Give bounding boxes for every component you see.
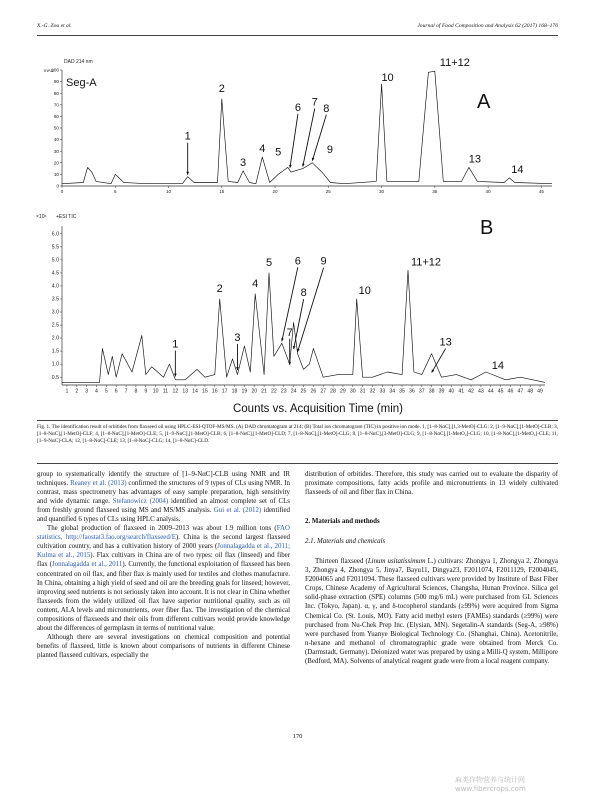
peak-arrowhead bbox=[174, 374, 177, 377]
panel-label: B bbox=[480, 217, 494, 239]
peak-arrow bbox=[290, 114, 298, 168]
peak-arrowhead bbox=[293, 346, 296, 349]
x-tick-label: 42 bbox=[468, 388, 474, 395]
peak-label: 4 bbox=[252, 277, 259, 290]
peak-label: 11+12 bbox=[410, 256, 442, 269]
x-tick-label: 21 bbox=[261, 388, 267, 395]
y-tick-label: 50 bbox=[53, 125, 59, 131]
peak-label: 9 bbox=[326, 144, 333, 157]
x-tick-label: 29 bbox=[340, 388, 346, 395]
x-tick-label: 32 bbox=[369, 388, 376, 395]
x-tick-label: 36 bbox=[409, 388, 415, 395]
y-tick-label: 70 bbox=[53, 102, 59, 108]
x-tick-label: 1 bbox=[65, 388, 69, 395]
page-number: 170 bbox=[292, 733, 303, 740]
y-multiplier: ×10⁶ bbox=[36, 214, 47, 220]
x-tick-label: 48 bbox=[527, 388, 534, 395]
x-tick-label: 39 bbox=[438, 388, 445, 395]
y-tick-label: 30 bbox=[53, 148, 59, 154]
peak-label: 13 bbox=[439, 336, 452, 349]
paragraph: Although there are several investigations on chemical composition and potential benefits of flaxseed, little is known about comparisons of nutrients in different Chinese planted flaxseed cultivars, especially the bbox=[37, 633, 290, 659]
x-tick-label: 30 bbox=[349, 388, 356, 395]
peak-arrowhead bbox=[186, 172, 189, 175]
peak-label: 5 bbox=[275, 146, 282, 159]
figure-caption: Fig. 1. The identification result of orbitides from flaxseed oil using HPLC-ESI-QTOF-MS/MS. (A) DAD chromatogram at 214; (B) Total ion chromatogram (TIC) in positive ion mode. 1, [1–8-NαC],[1,3-MetO]-CLG; 2, [1–9-NαC],[1-MetO]-CLB; 3, [1–8-NαC],[1-MetO]-CLF; 4, [1–8-NαC],[1-MetO]-CLE; 5, [1–9-NαC],[1-MetO]-CLB; 6, [1–8-NαC],[1-MetO]-CLD; 7, [1–8-NαC],[1-MetO]-CLG; 8, [1–8-NαC],[3-MetO]-CLG; 9, [1–8-NαC],[1-MetO₂]-CLG; 10, [1–8-NαC],[1-MetO₂]-CLE; 11, [1–9-NαC]-CLA; 12, [1–8-NαC]-CLE; 13, [1–8-NαC]-CLG; 14, [1–8-NαC]-CLD. bbox=[37, 424, 558, 445]
y-tick-label: 5.0 bbox=[51, 257, 59, 264]
detector-label: +ESI TIC bbox=[56, 214, 77, 220]
y-tick-label: 3.0 bbox=[51, 309, 59, 316]
citation-link[interactable]: Jonnalagadda et al., 2011; Kulma et al., 2015 bbox=[37, 543, 290, 560]
peak-label: 7 bbox=[311, 96, 318, 109]
peak-label: 11+12 bbox=[439, 57, 470, 70]
peak-label: 2 bbox=[218, 83, 225, 95]
right-column bbox=[305, 470, 558, 666]
y-tick-label: 2.5 bbox=[51, 322, 59, 329]
x-tick-label: 5 bbox=[113, 188, 117, 194]
x-tick-label: 44 bbox=[487, 388, 494, 395]
x-tick-label: 23 bbox=[280, 388, 287, 395]
peak-arrow bbox=[432, 349, 446, 373]
x-tick-label: 6 bbox=[114, 388, 118, 395]
y-tick-label: 60 bbox=[53, 114, 59, 119]
x-tick-label: 4 bbox=[95, 388, 98, 395]
citation-link[interactable]: Gui et al. (2012) bbox=[213, 507, 262, 515]
x-tick-label: 30 bbox=[379, 188, 385, 194]
x-tick-label: 22 bbox=[271, 388, 277, 395]
x-axis-title: Counts vs. Acquisition Time (min) bbox=[232, 403, 404, 415]
paragraph: The global production of flaxseed in 2009–2013 was about 1.9 million tons (FAO statistics, http://faostat3.fao.org/search/flaxseed/E). China is the second largest flaxseed cultivation country, and has a cultivation history of 2000 years (Jonnalagadda et al., 2011; Kulma et al., 2015). Flax cultivars in China are of two types: oil flax (linseed) and fiber flax (Jonnalagadda et al., 2011). Currently, the functional exploitation of flaxseed has been concentrated on oil flax, and fiber flax is mainly used for textiles and clothes manufacture. In China, obtaining a high yield of seed and oil are the breeding goals for linseed; however, improving seed nutrients is not seriously taken into account. It is not clear in China whether flaxseeds from the widely utilized oil flax have superior nutritional quality, such as oil content, ALA levels and micronutrients, over fiber flax. The investigation of the chemical compositions of flaxseeds and their oils from different cultivars would provide knowledge about the differences of germplasm in terms of nutritional value. bbox=[37, 525, 290, 632]
y-tick-label: 20 bbox=[53, 160, 59, 166]
x-tick-label: 3 bbox=[85, 388, 89, 395]
header-rule bbox=[37, 35, 558, 36]
x-tick-label: 35 bbox=[399, 388, 405, 395]
x-tick-label: 43 bbox=[478, 388, 484, 395]
chromatogram-trace bbox=[62, 71, 552, 184]
x-tick-label: 47 bbox=[517, 388, 524, 395]
peak-label: 3 bbox=[240, 156, 247, 169]
x-tick-label: 15 bbox=[219, 188, 225, 194]
x-tick-label: 40 bbox=[485, 188, 491, 194]
peak-label: 8 bbox=[323, 102, 330, 115]
y-tick-label: 3.5 bbox=[51, 296, 59, 303]
y-tick-label: 0 bbox=[56, 183, 59, 189]
x-tick-label: 24 bbox=[290, 388, 297, 395]
caption-rule bbox=[37, 463, 558, 464]
x-tick-label: 17 bbox=[221, 388, 228, 395]
y-tick-label: 5.5 bbox=[51, 244, 59, 251]
x-tick-label: 15 bbox=[202, 388, 208, 395]
x-tick-label: 0 bbox=[60, 188, 64, 194]
x-tick-label: 28 bbox=[330, 388, 336, 395]
y-tick-label: 6.0 bbox=[51, 231, 59, 238]
x-tick-label: 19 bbox=[241, 388, 248, 395]
x-tick-label: 20 bbox=[272, 188, 278, 194]
paragraph: group to systematically identify the structure of [1–9-NαC]-CLB using NMR and IR techniques. Reaney et al. (2013) confirmed the structures of 9 types of CLs using NMR. In contrast, mass spectrometry has advantages of easy sample preparation, high sensitivity and wide dynamic range. Stefanowicz (2004) identified an almost complete set of CLs from freshly ground flaxseed using MS and MS/MS analysis. Gui et al. (2012) identified and quantified 6 types of CLs using HPLC analysis. bbox=[37, 471, 290, 524]
citation-link[interactable]: Reaney et al. (2013) bbox=[70, 480, 127, 488]
x-tick-label: 34 bbox=[389, 388, 396, 395]
citation-link[interactable]: Jonnalagadda et al., 2011 bbox=[51, 561, 123, 569]
x-tick-label: 10 bbox=[165, 188, 172, 194]
x-tick-label: 27 bbox=[320, 388, 327, 395]
y-tick-label: 4.0 bbox=[51, 283, 59, 290]
x-tick-label: 31 bbox=[359, 388, 366, 395]
y-tick-label: 2.0 bbox=[51, 335, 59, 342]
detector-label: DAD 214 nm bbox=[64, 59, 93, 65]
paragraph: Thirteen flaxseed (Linum usitatissimum L.) cultivars: Zhongya 1, Zhongya 2, Zhongya 3, Zhongya 4, Zhongya 5, Jinya7, Bayu11, Dingya23, F2011074, F2011129, F2004045, F2004065 and F2011094. These flaxseed cultivars were provided by Institute of Bast Fiber Crops, Chinese Academy of Agricultural Sciences, Changsha, Hunan Province. Silica gel solid-phase extraction (SPE) columns (500 mg/6 mL) were purchased from GL Sciences Inc. (Tokyo, Japan). α, γ, and δ-tocopherol standards (≥99%) were acquired from Sigma Chemical Co. (St. Louis, MO). Fatty acid methyl esters (FAMEs) standards (≥99%) were purchased from Nu-Chek Prep Inc. (Elysian, MN). Segetalin-A standards (Seg-A, ≥98%) were purchased from Yuanye Biological Technology Co. (Shanghai, China). Acetonitrile, n-hexane and methanol of chromatographic grade were obtained from Merck Co. (Darmstadt, Germany). Deionized water was prepared by using a Milli-Q system, Millipore (Bedford, MA). Solvents of analytical reagent grade were from a local reagent company. bbox=[305, 558, 558, 665]
peak-arrowhead bbox=[288, 362, 291, 365]
peak-label: 6 bbox=[294, 255, 301, 268]
x-tick-label: 38 bbox=[428, 388, 435, 395]
x-tick-label: 46 bbox=[507, 388, 514, 395]
subsection-heading: 2.1. Materials and chemicals bbox=[305, 538, 386, 546]
figure-rule bbox=[37, 420, 558, 421]
x-tick-label: 12 bbox=[172, 388, 179, 395]
peak-label: 2 bbox=[216, 282, 223, 295]
y-tick-label: 1.5 bbox=[51, 348, 59, 355]
x-tick-label: 7 bbox=[124, 388, 128, 395]
peak-label: 1 bbox=[172, 338, 179, 351]
peak-label: 7 bbox=[286, 326, 293, 339]
x-tick-label: 45 bbox=[538, 188, 544, 194]
x-tick-label: 2 bbox=[75, 388, 79, 395]
x-tick-label: 35 bbox=[432, 188, 438, 194]
chromatogram-a bbox=[0, 52, 595, 204]
faostat-link[interactable]: FAO statistics, http://faostat3.fao.org/search/flaxseed/E bbox=[37, 525, 290, 542]
peak-label: 5 bbox=[265, 256, 273, 269]
y-tick-label: 1.0 bbox=[51, 361, 59, 368]
x-tick-label: 10 bbox=[152, 388, 159, 395]
y-tick-label: 100 bbox=[51, 67, 59, 73]
running-header-authors: X.-G. Zou et al. bbox=[37, 23, 72, 29]
x-tick-label: 16 bbox=[211, 388, 218, 395]
y-tick-label: 90 bbox=[53, 79, 59, 85]
y-tick-label: 4.5 bbox=[51, 270, 59, 277]
panel-label: A bbox=[477, 91, 491, 113]
peak-label: 10 bbox=[381, 71, 394, 84]
chromatogram-b bbox=[0, 206, 595, 418]
watermark: 麻类作物营养与统计网 www.fibercrops.com bbox=[455, 776, 526, 793]
peak-arrow bbox=[312, 115, 326, 161]
peak-label: 10 bbox=[358, 284, 371, 297]
x-tick-label: 33 bbox=[379, 388, 386, 395]
peak-label: 3 bbox=[234, 331, 241, 344]
x-tick-label: 25 bbox=[325, 188, 331, 194]
x-tick-label: 25 bbox=[300, 388, 307, 395]
x-tick-label: 11 bbox=[162, 388, 169, 395]
peak-label: 9 bbox=[320, 255, 327, 268]
peak-label: 1 bbox=[184, 130, 191, 143]
y-tick-label: 80 bbox=[53, 90, 59, 96]
running-header-journal: Journal of Food Composition and Analysis 62 (2017) 168–176 bbox=[417, 23, 558, 29]
peak-label: 8 bbox=[300, 287, 307, 300]
x-tick-label: 9 bbox=[144, 388, 148, 395]
x-tick-label: 45 bbox=[497, 388, 504, 395]
x-tick-label: 37 bbox=[418, 388, 425, 395]
x-tick-label: 14 bbox=[192, 388, 198, 395]
x-tick-label: 13 bbox=[182, 388, 189, 395]
peak-label: 6 bbox=[294, 101, 302, 114]
peak-label: 14 bbox=[491, 359, 504, 372]
peak-arrow bbox=[294, 299, 304, 349]
x-tick-label: 40 bbox=[448, 388, 455, 395]
paragraph: distribution of orbitides. Therefore, this study was carried out to evaluate the disparity of proximate compositions, fatty acids profile and micronutrients in 13 widely cultivated flaxseeds of oil and fiber flax in China. bbox=[305, 471, 558, 497]
x-tick-label: 49 bbox=[537, 388, 543, 395]
section-heading: 2. Materials and methods bbox=[305, 518, 380, 526]
y-tick-label: 40 bbox=[53, 137, 59, 143]
peak-label: 14 bbox=[511, 163, 524, 176]
left-column bbox=[37, 470, 290, 660]
y-tick-label: 10 bbox=[53, 172, 59, 177]
x-tick-label: 8 bbox=[134, 388, 138, 395]
peak-label: 13 bbox=[468, 153, 482, 166]
y-tick-label: 0.5 bbox=[51, 374, 59, 381]
peak-label: 4 bbox=[259, 143, 266, 155]
x-tick-label: 20 bbox=[251, 388, 258, 395]
x-tick-label: 41 bbox=[458, 388, 465, 395]
x-tick-label: 26 bbox=[310, 388, 317, 395]
x-tick-label: 18 bbox=[231, 388, 238, 395]
sample-label: Seg-A bbox=[66, 77, 97, 89]
x-tick-label: 5 bbox=[104, 388, 108, 395]
y-unit-label: mAU bbox=[44, 68, 54, 73]
citation-link[interactable]: Stefanowicz (2004) bbox=[112, 498, 169, 506]
